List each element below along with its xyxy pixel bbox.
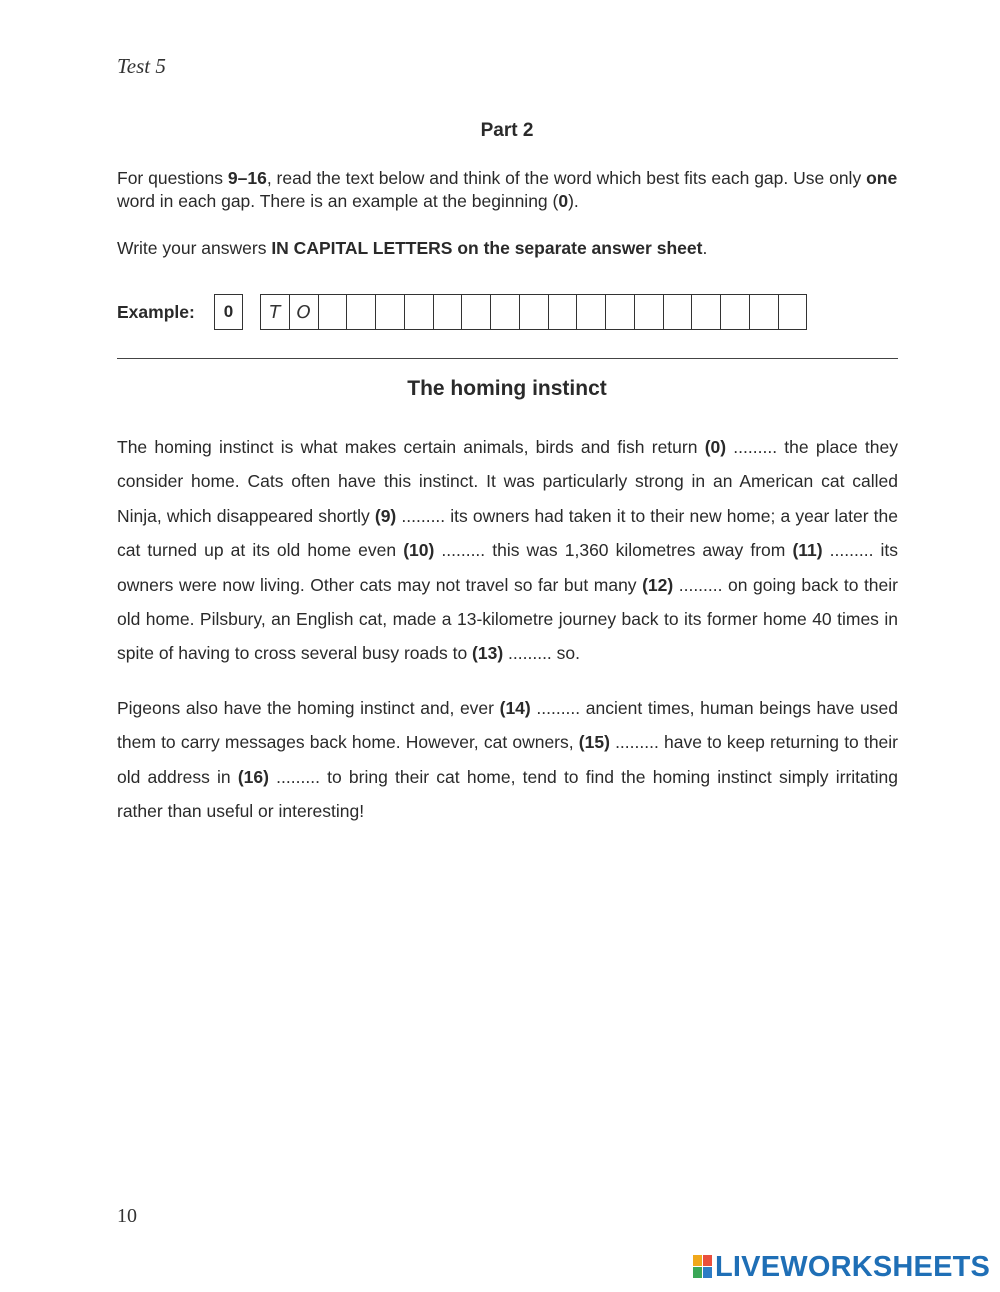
passage bbox=[117, 430, 898, 828]
instructions-paragraph-1 bbox=[117, 167, 898, 213]
example-cell bbox=[778, 294, 808, 330]
instr-text: ). bbox=[568, 191, 579, 211]
passage-text: ......... its owners were now living. Other cats may not travel so far but many bbox=[117, 540, 899, 595]
example-cell bbox=[548, 294, 578, 330]
passage-text: The homing instinct is what makes certain animals, birds and fish return bbox=[117, 437, 705, 457]
passage-text: ......... the place they consider home. Cats often have this instinct. It was particularly strong in an American cat called Ninja, which disappeared shortly bbox=[117, 437, 898, 526]
passage-paragraph-2 bbox=[117, 691, 898, 829]
gap-number: (11) bbox=[792, 540, 823, 561]
example-cell bbox=[720, 294, 750, 330]
example-cell bbox=[749, 294, 779, 330]
passage-text: ......... its owners had taken it to their new home; a year later the cat turned up at its old home even bbox=[117, 505, 898, 561]
example-cell bbox=[576, 294, 606, 330]
passage-text: ......... this was 1,360 kilometres away from bbox=[434, 540, 793, 561]
passage-text: ......... ancient times, human beings have used them to carry messages back home. However, cat owners, bbox=[117, 697, 898, 753]
gap-number: (13) bbox=[472, 643, 504, 664]
passage-text: ......... have to keep returning to their old address in bbox=[117, 732, 898, 787]
test-label: Test 5 bbox=[117, 54, 166, 78]
passage-text: ......... on going back to their old home. Pilsbury, an English cat, made a 13-kilometre journey back to its former home 40 times in spite of having to cross several busy roads to bbox=[117, 574, 898, 664]
example-cell bbox=[433, 294, 463, 330]
question-range: 9–16 bbox=[227, 168, 267, 188]
text-title: The homing instinct bbox=[407, 377, 607, 400]
gap-number: (10) bbox=[403, 540, 435, 561]
example-cell: T bbox=[260, 294, 290, 330]
passage-text: ......... to bring their cat home, tend to find the homing instinct simply irritating rather than useful or interesting! bbox=[117, 766, 898, 822]
passage-text: Pigeons also have the homing instinct and, ever bbox=[117, 697, 500, 718]
example-cell bbox=[634, 294, 664, 330]
gap-number: (12) bbox=[642, 574, 674, 595]
instr-zero: 0 bbox=[558, 191, 569, 211]
instr-text: For questions bbox=[117, 168, 228, 188]
gap-number: (14) bbox=[499, 697, 531, 718]
gap-number: (16) bbox=[237, 766, 269, 787]
example-answer-grid bbox=[260, 294, 807, 330]
divider bbox=[117, 358, 898, 359]
example-cell bbox=[490, 294, 520, 330]
example-cell bbox=[346, 294, 376, 330]
part-title: Part 2 bbox=[480, 120, 534, 141]
gap-number: (9) bbox=[374, 505, 397, 526]
instructions bbox=[117, 167, 898, 260]
example-cell bbox=[404, 294, 434, 330]
example-cell bbox=[519, 294, 549, 330]
instructions-paragraph-2 bbox=[117, 237, 898, 260]
example-row bbox=[117, 294, 917, 330]
example-number-box: 0 bbox=[214, 294, 243, 330]
instr-capitals: IN CAPITAL LETTERS on the separate answer sheet bbox=[271, 238, 703, 258]
example-cell bbox=[605, 294, 635, 330]
logo-text: LIVEWORKSHEETS bbox=[715, 1250, 991, 1283]
example-label: Example: bbox=[117, 302, 195, 322]
liveworksheets-icon bbox=[693, 1255, 713, 1279]
gap-number: (15) bbox=[578, 732, 610, 753]
instr-text: word in each gap. There is an example at the beginning ( bbox=[117, 191, 559, 211]
example-cell bbox=[663, 294, 693, 330]
liveworksheets-logo[interactable] bbox=[693, 1252, 990, 1282]
example-cell bbox=[318, 294, 348, 330]
instr-text: Write your answers bbox=[117, 238, 272, 258]
instr-text: , read the text below and think of the word which best fits each gap. Use only bbox=[266, 168, 867, 188]
example-cell: O bbox=[289, 294, 319, 330]
example-cell bbox=[461, 294, 491, 330]
example-cell bbox=[691, 294, 721, 330]
passage-text: ......... so. bbox=[503, 643, 580, 664]
gap-number: (0) bbox=[704, 437, 727, 457]
example-cell bbox=[375, 294, 405, 330]
instr-one: one bbox=[866, 168, 898, 188]
instr-text: . bbox=[702, 238, 708, 258]
passage-paragraph-1 bbox=[117, 430, 898, 671]
page-number: 10 bbox=[117, 1205, 137, 1227]
